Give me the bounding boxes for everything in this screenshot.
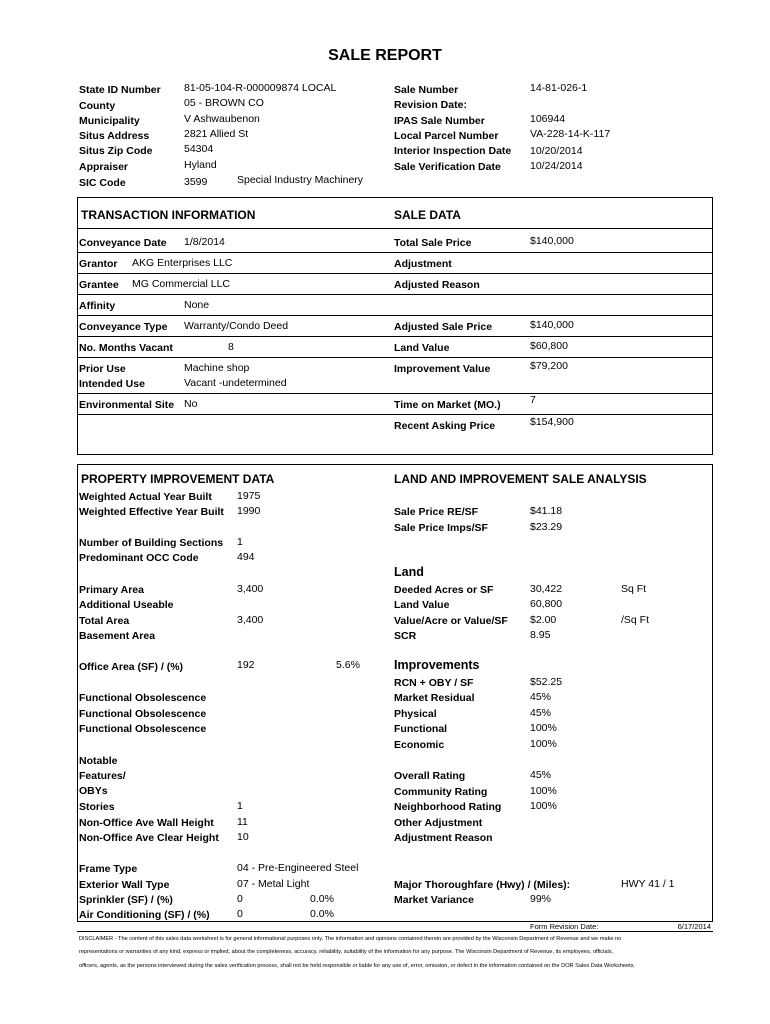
sale-data-label: Improvement Value <box>394 363 491 375</box>
header-value: 05 - BROWN CO <box>184 97 264 109</box>
intended-use: Vacant -undetermined <box>184 377 287 389</box>
market-residual-label: Market Residual <box>394 692 475 704</box>
ac-pct: 0.0% <box>310 908 334 920</box>
sale-data-value: $60,800 <box>530 340 568 352</box>
sale-data-label: Time on Market (MO.) <box>394 399 501 411</box>
row-divider <box>78 414 712 415</box>
neighborhood-label: Neighborhood Rating <box>394 801 502 813</box>
clear-height-label: Non-Office Ave Clear Height <box>79 832 219 844</box>
physical-label: Physical <box>394 708 437 720</box>
features-label: Features/ <box>79 770 126 782</box>
community: 100% <box>530 785 557 797</box>
neighborhood: 100% <box>530 800 557 812</box>
header-value: 14-81-026-1 <box>530 82 588 94</box>
functional: 100% <box>530 722 557 734</box>
months-vacant: 8 <box>228 341 234 353</box>
header-label: Local Parcel Number <box>394 130 499 142</box>
overall-label: Overall Rating <box>394 770 466 782</box>
land-heading: Land <box>394 565 424 579</box>
row-divider <box>78 393 712 394</box>
primary-area-label: Primary Area <box>79 584 144 596</box>
weighted-effective-label: Weighted Effective Year Built <box>79 506 224 518</box>
overall: 45% <box>530 769 552 781</box>
frame-type-label: Frame Type <box>79 863 138 875</box>
row-divider <box>78 336 712 337</box>
form-revision-label: Form Revision Date: <box>530 922 599 931</box>
disclaimer-line: officers, agents, as the persons interviewed during the sales verification process, shall not be held responsible or liable for any use of, error, omission, or defect in the information contained on the DOR Sales Data Worksheets. <box>79 963 636 969</box>
header-label: County <box>79 100 116 112</box>
adj-reason-label: Adjustment Reason <box>394 832 493 844</box>
value-acre-label: Value/Acre or Value/SF <box>394 615 508 627</box>
header-value: V Ashwaubenon <box>184 113 260 125</box>
sprinkler-sf: 0 <box>237 893 243 905</box>
sale-data-value: $154,900 <box>530 416 574 428</box>
conveyance-type: Warranty/Condo Deed <box>184 320 289 332</box>
market-residual: 45% <box>530 691 552 703</box>
functional-label: Functional <box>394 723 448 735</box>
conveyance-date-label: Conveyance Date <box>79 237 167 249</box>
sale-price-re: $41.18 <box>530 505 563 517</box>
func-obs-label: Functional Obsolescence <box>79 692 207 704</box>
grantee-label: Grantee <box>79 279 119 291</box>
obys-label: OBYs <box>79 785 108 797</box>
grantor-label: Grantor <box>79 258 118 270</box>
sale-data-value: $140,000 <box>530 235 574 247</box>
ext-wall-label: Exterior Wall Type <box>79 879 170 891</box>
num-sections: 1 <box>237 536 243 548</box>
affinity: None <box>184 299 210 311</box>
row-divider <box>78 273 712 274</box>
header-label: Municipality <box>79 115 140 127</box>
thoroughfare: HWY 41 / 1 <box>621 878 675 890</box>
sale-price-re-label: Sale Price RE/SF <box>394 506 479 518</box>
sale-data-label: Adjusted Sale Price <box>394 321 493 333</box>
sprinkler-label: Sprinkler (SF) / (%) <box>79 894 173 906</box>
office-pct: 5.6% <box>336 659 360 671</box>
value-acre: $2.00 <box>530 614 557 626</box>
conveyance-type-label: Conveyance Type <box>79 321 168 333</box>
office-area: 192 <box>237 659 255 671</box>
disclaimer-line: DISCLAIMER - The content of this sales data worksheet is for general informational purposes only. The information and opinions contained therein are provided by the Wisconsin Department of Revenue and we make no <box>79 936 622 942</box>
market-variance-label: Market Variance <box>394 894 474 906</box>
row-divider <box>78 252 712 253</box>
land-value: 60,800 <box>530 598 563 610</box>
occ-code-label: Predominant OCC Code <box>79 552 199 564</box>
economic-label: Economic <box>394 739 445 751</box>
sale-data-value: 7 <box>530 394 536 406</box>
rcn: $52.25 <box>530 676 563 688</box>
form-revision-date: 6/17/2014 <box>677 922 711 931</box>
basement-area-label: Basement Area <box>79 630 156 642</box>
sale-data-label: Adjustment <box>394 258 452 270</box>
economic: 100% <box>530 738 557 750</box>
scr-label: SCR <box>394 630 417 642</box>
disclaimer-line: representations or warranties of any kind, express or implied, about the completeness, accuracy, reliability, suitability of the information for any purpose. The Wisconsin Department of Revenue, its employees, officials, <box>79 949 614 955</box>
deeded-unit: Sq Ft <box>621 583 647 595</box>
header-value: 10/20/2014 <box>530 145 583 157</box>
intended-use-label: Intended Use <box>79 378 145 390</box>
analysis-heading: LAND AND IMPROVEMENT SALE ANALYSIS <box>394 472 647 486</box>
func-obs-label: Functional Obsolescence <box>79 723 207 735</box>
sale-data-heading: SALE DATA <box>394 208 461 222</box>
improvements-heading: Improvements <box>394 658 480 672</box>
header-label: Sale Verification Date <box>394 161 501 173</box>
value-acre-unit: /Sq Ft <box>621 614 650 626</box>
sale-data-label: Total Sale Price <box>394 237 472 249</box>
clear-height: 10 <box>237 831 249 843</box>
header-label: IPAS Sale Number <box>394 115 485 127</box>
stories: 1 <box>237 800 243 812</box>
header-value: 54304 <box>184 143 214 155</box>
header-label: State ID Number <box>79 84 161 96</box>
deeded-label: Deeded Acres or SF <box>394 584 494 596</box>
row-divider <box>78 294 712 295</box>
header-label: Situs Zip Code <box>79 145 153 157</box>
grantor: AKG Enterprises LLC <box>132 257 233 269</box>
transaction-heading: TRANSACTION INFORMATION <box>81 208 256 222</box>
total-area: 3,400 <box>237 614 264 626</box>
market-variance: 99% <box>530 893 552 905</box>
conveyance-date: 1/8/2014 <box>184 236 225 248</box>
sale-data-label: Adjusted Reason <box>394 279 480 291</box>
header-label: Situs Address <box>79 130 150 142</box>
sale-data-label: Recent Asking Price <box>394 420 496 432</box>
grantee: MG Commercial LLC <box>132 278 231 290</box>
land-value-label: Land Value <box>394 599 450 611</box>
row-divider <box>78 357 712 358</box>
func-obs-label: Functional Obsolescence <box>79 708 207 720</box>
prior-use: Machine shop <box>184 362 250 374</box>
page-title: SALE REPORT <box>328 47 442 64</box>
ac-sf: 0 <box>237 908 243 920</box>
total-area-label: Total Area <box>79 615 130 627</box>
additional-useable-label: Additional Useable <box>79 599 174 611</box>
sic-description: Special Industry Machinery <box>237 174 364 186</box>
header-label: Appraiser <box>79 161 129 173</box>
header-value: 81-05-104-R-000009874 LOCAL <box>184 82 337 94</box>
property-heading: PROPERTY IMPROVEMENT DATA <box>81 472 275 486</box>
row-divider <box>78 315 712 316</box>
weighted-effective: 1990 <box>237 505 261 517</box>
footer-divider <box>77 931 713 932</box>
ext-wall: 07 - Metal Light <box>237 878 310 890</box>
wall-height-label: Non-Office Ave Wall Height <box>79 817 214 829</box>
header-value: 3599 <box>184 176 208 188</box>
physical: 45% <box>530 707 552 719</box>
header-label: Revision Date: <box>394 99 467 111</box>
other-adj-label: Other Adjustment <box>394 817 483 829</box>
primary-area: 3,400 <box>237 583 264 595</box>
transaction-header-divider <box>78 228 712 229</box>
env-site-label: Environmental Site <box>79 399 175 411</box>
ac-label: Air Conditioning (SF) / (%) <box>79 909 210 921</box>
notable-label: Notable <box>79 755 118 767</box>
office-area-label: Office Area (SF) / (%) <box>79 661 184 673</box>
deeded: 30,422 <box>530 583 563 595</box>
sale-price-imps-label: Sale Price Imps/SF <box>394 522 488 534</box>
sale-data-value: $79,200 <box>530 360 568 372</box>
frame-type: 04 - Pre-Engineered Steel <box>237 862 359 874</box>
header-value: 2821 Allied St <box>184 128 249 140</box>
sprinkler-pct: 0.0% <box>310 893 334 905</box>
header-value: 106944 <box>530 113 566 125</box>
weighted-actual: 1975 <box>237 490 261 502</box>
header-label: SIC Code <box>79 177 126 189</box>
header-value: Hyland <box>184 159 217 171</box>
thoroughfare-label: Major Thoroughfare (Hwy) / (Miles): <box>394 879 571 891</box>
sale-data-value: $140,000 <box>530 319 574 331</box>
community-label: Community Rating <box>394 786 488 798</box>
months-vacant-label: No. Months Vacant <box>79 342 173 354</box>
sale-data-label: Land Value <box>394 342 450 354</box>
scr: 8.95 <box>530 629 551 641</box>
prior-use-label: Prior Use <box>79 363 126 375</box>
rcn-label: RCN + OBY / SF <box>394 677 474 689</box>
affinity-label: Affinity <box>79 300 116 312</box>
header-label: Sale Number <box>394 84 459 96</box>
header-label: Interior Inspection Date <box>394 145 512 157</box>
weighted-actual-label: Weighted Actual Year Built <box>79 491 212 503</box>
num-sections-label: Number of Building Sections <box>79 537 224 549</box>
sale-price-imps: $23.29 <box>530 521 563 533</box>
header-value: VA-228-14-K-117 <box>530 128 611 140</box>
header-value: 10/24/2014 <box>530 160 583 172</box>
occ-code: 494 <box>237 551 255 563</box>
env-site: No <box>184 398 198 410</box>
wall-height: 11 <box>237 816 248 828</box>
stories-label: Stories <box>79 801 115 813</box>
